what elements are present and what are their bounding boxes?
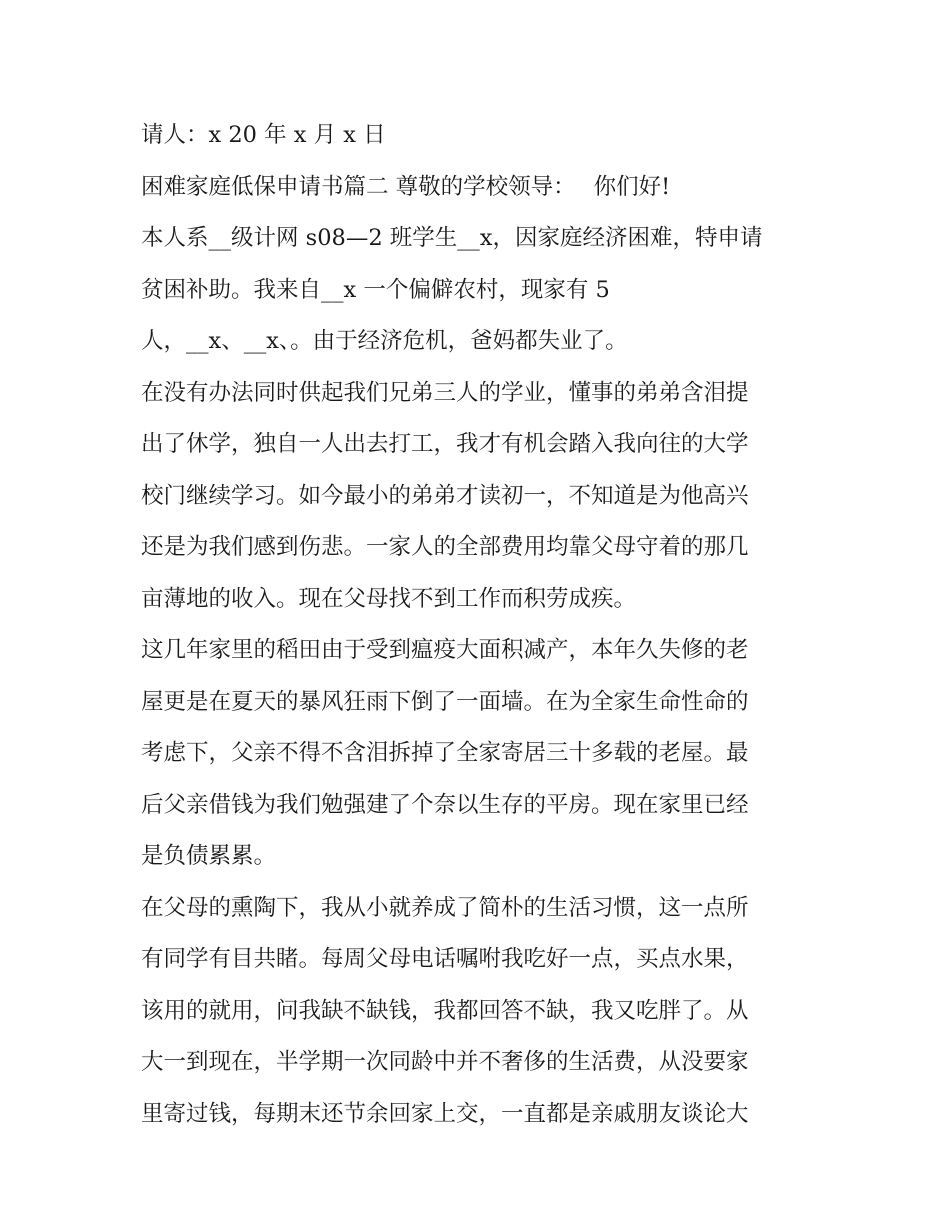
- text-line: 该用的就用，问我缺不缺钱，我都回答不缺，我又吃胖了。从: [141, 997, 749, 1024]
- text-line: 请人：x 20 年 x 月 x 日: [141, 122, 386, 148]
- text-line: 是负债累累。: [141, 843, 277, 869]
- text-line: 在父母的熏陶下，我从小就养成了简朴的生活习惯，这一点所: [141, 894, 749, 921]
- text-line: 还是为我们感到伤悲。一家人的全部费用均靠父母守着的那几: [141, 534, 749, 560]
- text-line: 校门继续学习。如今最小的弟弟才读初一，不知道是为他高兴: [141, 482, 749, 509]
- text-line: 里寄过钱，每期末还节余回家上交，一直都是亲戚朋友谈论大: [141, 1100, 749, 1127]
- text-line: 本人系__级计网 s08—2 班学生__x，因家庭经济困难，特申请: [141, 225, 763, 251]
- text-line: 这几年家里的稻田由于受到瘟疫大面积减产，本年久失修的老: [141, 637, 749, 663]
- text-line: 出了休学，独自一人出去打工，我才有机会踏入我向往的大学: [141, 431, 749, 457]
- text-line: 大一到现在，半学期一次同龄中并不奢侈的生活费，从没要家: [141, 1049, 749, 1075]
- text-line: 屋更是在夏天的暴风狂雨下倒了一面墙。在为全家生命性命的: [141, 688, 749, 715]
- text-segment: 你们好!: [593, 173, 671, 200]
- text-segment: 困难家庭低保申请书篇二 尊敬的学校领导：: [141, 173, 576, 200]
- text-line: 考虑下，父亲不得不含泪拆掉了全家寄居三十多载的老屋。最: [141, 740, 749, 766]
- text-line: 有同学有目共睹。每周父母电话嘱咐我吃好一点，买点水果，: [141, 946, 749, 972]
- document-body: [141, 110, 821, 1140]
- text-line: 在没有办法同时供起我们兄弟三人的学业，懂事的弟弟含泪提: [141, 379, 749, 406]
- text-line: 人，__x、__x、。由于经济危机，爸妈都失业了。: [141, 328, 628, 354]
- text-line: [141, 162, 821, 214]
- text-line: 亩薄地的收入。现在父母找不到工作而积劳成疾。: [141, 585, 637, 612]
- text-line: 贫困补助。我来自__x 一个偏僻农村，现家有 5: [141, 276, 610, 303]
- text-line: 后父亲借钱为我们勉强建了个奈以生存的平房。现在家里已经: [141, 791, 749, 818]
